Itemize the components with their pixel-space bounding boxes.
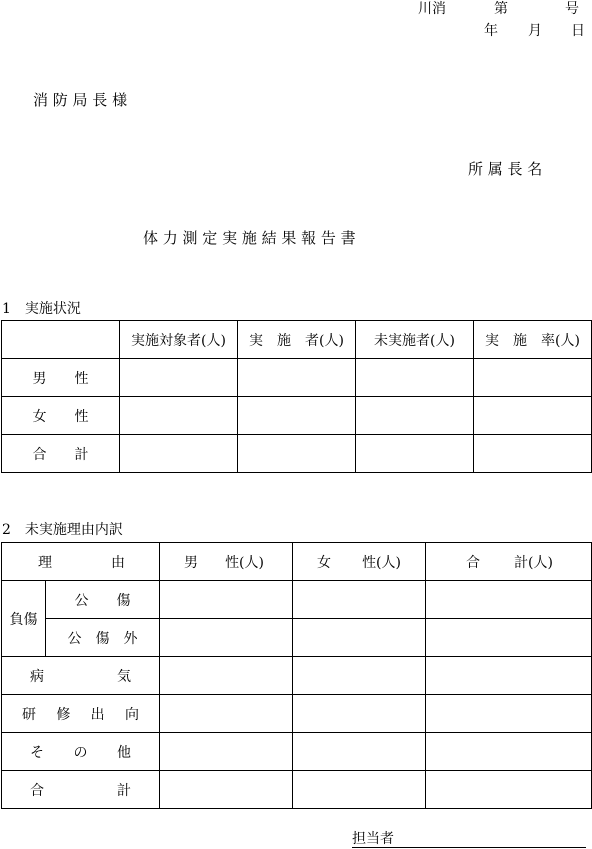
cell-male-not-implemented[interactable] (356, 359, 474, 397)
cell-off-duty-injury-female[interactable] (293, 619, 426, 657)
cell-off-duty-injury-male[interactable] (160, 619, 293, 657)
col-female: 女 性(人) (293, 543, 426, 581)
col-reason (2, 543, 160, 581)
implementation-status-table (1, 320, 592, 473)
cell-other-total[interactable] (426, 733, 592, 771)
cell-male-rate[interactable] (474, 359, 592, 397)
cell-female-target[interactable] (120, 397, 238, 435)
cell-total-not-implemented[interactable] (356, 435, 474, 473)
row-female: 女 性 (2, 397, 120, 435)
cell-duty-injury-male[interactable] (160, 581, 293, 619)
cell-duty-injury-female[interactable] (293, 581, 426, 619)
cell-grand-total-female[interactable] (293, 771, 426, 809)
col-implemented-count: 実 施 者(人) (238, 321, 356, 359)
cell-illness-female[interactable] (293, 657, 426, 695)
table1-corner (2, 321, 120, 359)
row-total: 合 計 (2, 435, 120, 473)
section2-heading: 2 未実施理由内訳 (2, 522, 123, 538)
cell-other-male[interactable] (160, 733, 293, 771)
cell-total-implemented[interactable] (238, 435, 356, 473)
cell-female-rate[interactable] (474, 397, 592, 435)
reason-char-2: 由 (111, 554, 125, 571)
col-total: 合 計(人) (426, 543, 592, 581)
number-gou: 号 (565, 1, 579, 17)
cell-grand-total-male[interactable] (160, 771, 293, 809)
row-illness: 病 気 (2, 657, 160, 695)
number-dai: 第 (494, 1, 508, 17)
cell-grand-total-total[interactable] (426, 771, 592, 809)
col-male: 男 性(人) (160, 543, 293, 581)
date-month: 月 (528, 23, 542, 39)
col-not-implemented-count: 未実施者(人) (356, 321, 474, 359)
date-day: 日 (571, 23, 585, 39)
cell-training-male[interactable] (160, 695, 293, 733)
date-year: 年 (484, 23, 498, 39)
cell-training-total[interactable] (426, 695, 592, 733)
cell-male-target[interactable] (120, 359, 238, 397)
sender-name: 所 属 長 名 (468, 160, 543, 178)
office-prefix: 川消 (418, 1, 446, 17)
cell-illness-total[interactable] (426, 657, 592, 695)
cell-female-implemented[interactable] (238, 397, 356, 435)
addressee: 消 防 局 長 様 (33, 91, 128, 109)
non-implementation-reasons-table (1, 542, 592, 809)
cell-total-target[interactable] (120, 435, 238, 473)
person-in-charge-label: 担当者 (352, 831, 394, 847)
reason-char-1: 理 (38, 554, 52, 571)
row-off-duty-injury: 公 傷 外 (46, 619, 160, 657)
document-title: 体 力 測 定 実 施 結 果 報 告 書 (143, 229, 356, 247)
cell-total-rate[interactable] (474, 435, 592, 473)
row-duty-injury: 公 傷 (46, 581, 160, 619)
col-implementation-rate: 実 施 率(人) (474, 321, 592, 359)
cell-illness-male[interactable] (160, 657, 293, 695)
injury-label: 負傷 (2, 581, 46, 657)
section1-heading: 1 実施状況 (2, 301, 81, 317)
row-grand-total: 合 計 (2, 771, 160, 809)
cell-training-female[interactable] (293, 695, 426, 733)
cell-female-not-implemented[interactable] (356, 397, 474, 435)
row-male: 男 性 (2, 359, 120, 397)
row-other: そ の 他 (2, 733, 160, 771)
cell-male-implemented[interactable] (238, 359, 356, 397)
cell-duty-injury-total[interactable] (426, 581, 592, 619)
cell-off-duty-injury-total[interactable] (426, 619, 592, 657)
col-target-count: 実施対象者(人) (120, 321, 238, 359)
cell-other-female[interactable] (293, 733, 426, 771)
person-in-charge-line[interactable] (352, 847, 586, 848)
row-training-secondment: 研 修 出 向 (2, 695, 160, 733)
